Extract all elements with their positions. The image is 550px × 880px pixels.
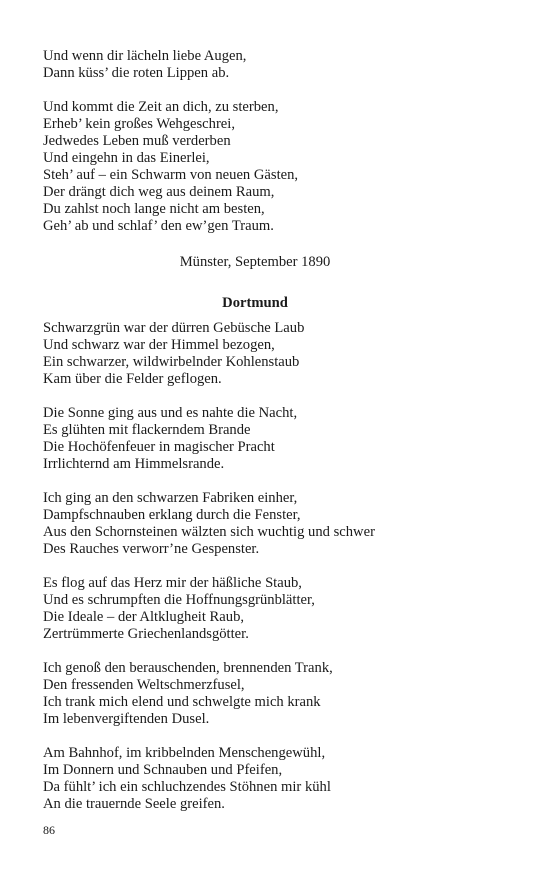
verse-line: Im lebenvergiftenden Dusel.	[43, 711, 210, 727]
stanza	[43, 320, 513, 388]
verse-line: Kam über die Felder geflogen.	[43, 371, 222, 387]
verse-line: Des Rauches verworr’ne Gespenster.	[43, 541, 260, 557]
verse-line: Die Sonne ging aus und es nahte die Nacht,	[43, 405, 298, 421]
verse-line: Am Bahnhof, im kribbelnden Menschengewühl,	[43, 745, 326, 761]
stanza	[43, 490, 513, 558]
verse-line: Ich genoß den berauschenden, brennenden Trank,	[43, 660, 333, 676]
verse-line: Irrlichternd am Himmelsrande.	[43, 456, 225, 472]
verse-line: Aus den Schornsteinen wälzten sich wuchtig und schwer	[43, 524, 375, 540]
verse-line: Im Donnern und Schnauben und Pfeifen,	[43, 762, 283, 778]
stanza	[43, 99, 513, 235]
verse-line: Ein schwarzer, wildwirbelnder Kohlenstaub	[43, 354, 300, 370]
verse-line: Du zahlst noch lange nicht am besten,	[43, 201, 265, 217]
verse-line: Ich ging an den schwarzen Fabriken einher,	[43, 490, 298, 506]
poem-signature: Münster, September 1890	[179, 254, 331, 270]
verse-line: Die Ideale – der Altklugheit Raub,	[43, 609, 245, 625]
poem-title: Dortmund	[222, 295, 288, 311]
verse-line: Die Hochöfenfeuer in magischer Pracht	[43, 439, 275, 455]
stanza	[43, 405, 513, 473]
verse-line: Jedwedes Leben muß verderben	[43, 133, 231, 149]
verse-line: Und schwarz war der Himmel bezogen,	[43, 337, 275, 353]
verse-line: Und eingehn in das Einerlei,	[43, 150, 210, 166]
poem-body	[43, 320, 513, 813]
verse-line: Und kommt die Zeit an dich, zu sterben,	[43, 99, 279, 115]
verse-line: Da fühlt’ ich ein schluchzendes Stöhnen mir kühl	[43, 779, 331, 795]
verse-line: Es flog auf das Herz mir der häßliche Staub,	[43, 575, 302, 591]
stanza	[43, 575, 513, 643]
verse-line: Es glühten mit flackerndem Brande	[43, 422, 251, 438]
verse-line: Schwarzgrün war der dürren Gebüsche Laub	[43, 320, 305, 336]
verse-line: Und es schrumpften die Hoffnungsgrünblätter,	[43, 592, 315, 608]
verse-line: Ich trank mich elend und schwelgte mich krank	[43, 694, 321, 710]
verse-line: An die trauernde Seele greifen.	[43, 796, 225, 812]
page-number: 86	[43, 823, 55, 837]
poem-continuation	[43, 48, 513, 235]
stanza	[43, 660, 513, 728]
verse-line: Den fressenden Weltschmerzfusel,	[43, 677, 245, 693]
verse-line: Zertrümmerte Griechenlandsgötter.	[43, 626, 249, 642]
verse-line: Geh’ ab und schlaf’ den ew’gen Traum.	[43, 218, 274, 234]
stanza	[43, 745, 513, 813]
stanza	[43, 48, 513, 82]
verse-line: Dampfschnauben erklang durch die Fenster,	[43, 507, 301, 523]
verse-line: Dann küss’ die roten Lippen ab.	[43, 65, 230, 81]
verse-line: Der drängt dich weg aus deinem Raum,	[43, 184, 275, 200]
verse-line: Erheb’ kein großes Wehgeschrei,	[43, 116, 235, 132]
verse-line: Und wenn dir lächeln liebe Augen,	[43, 48, 247, 64]
verse-line: Steh’ auf – ein Schwarm von neuen Gästen,	[43, 167, 299, 183]
